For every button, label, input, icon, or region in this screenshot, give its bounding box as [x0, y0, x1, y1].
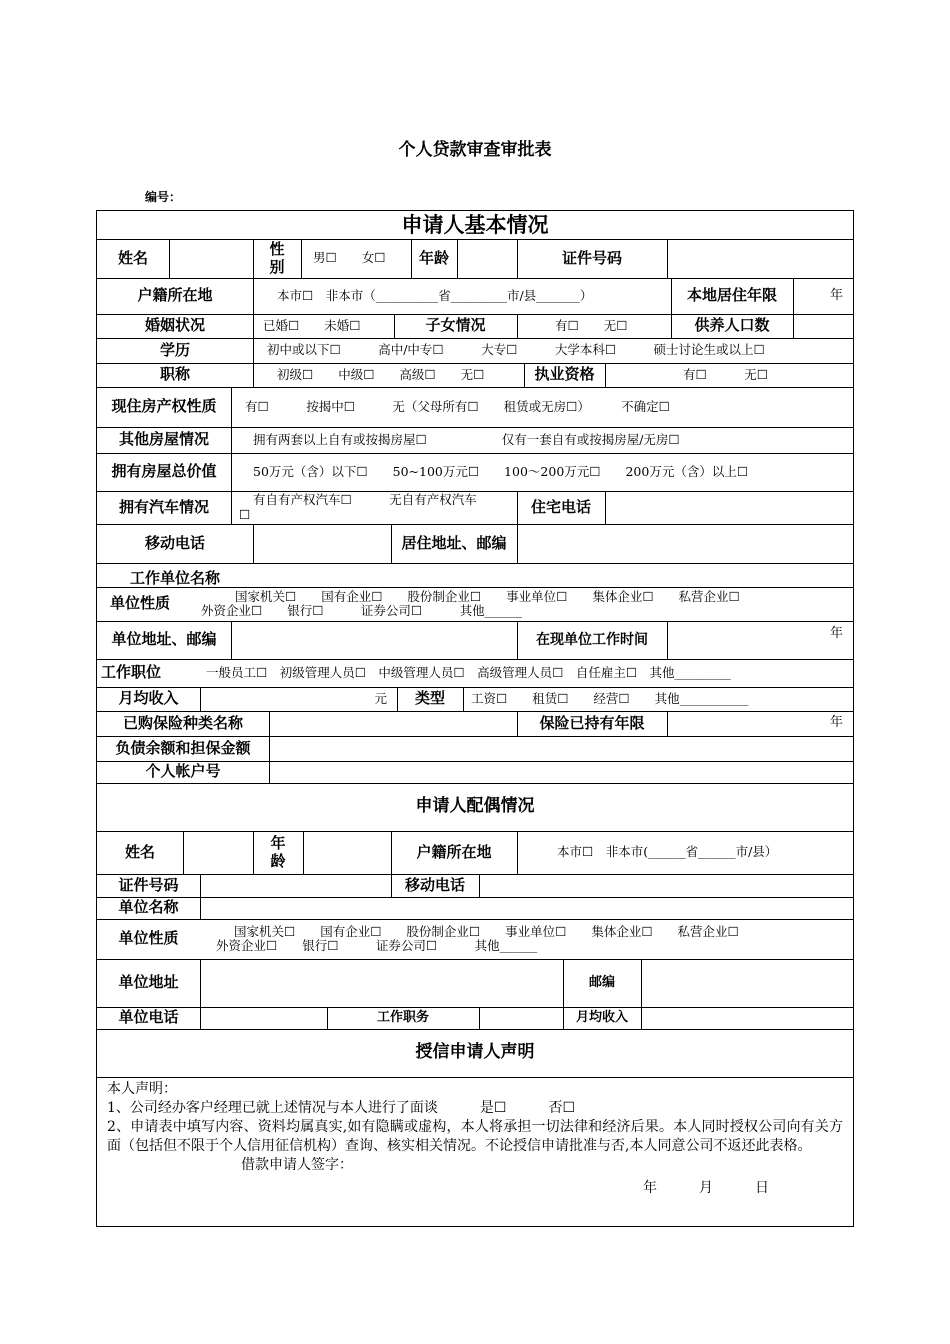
- household-value[interactable]: 本市☐ 非本市（__________省_________市/县_______）: [277, 287, 593, 303]
- spouse-id-field[interactable]: [200, 874, 391, 897]
- car-ownership-line2: ☐: [239, 506, 251, 522]
- spouse-age-field[interactable]: [303, 831, 391, 874]
- dependents-label: 供养人口数: [694, 316, 770, 335]
- spouse-unit-name-label: 单位名称: [118, 898, 179, 917]
- unit-type-label: 单位性质: [109, 594, 170, 613]
- declaration-item-interview[interactable]: 1、公司经办客户经理已就上述情况与本人进行了面谈 是☐ 否☐: [107, 1100, 576, 1116]
- spouse-income-label: 月均收入: [575, 1009, 628, 1025]
- insurance-types-label: 已购保险种类名称: [122, 713, 243, 732]
- job-position-label: 工作职位: [101, 663, 162, 682]
- serial-number-label: 编号：: [145, 190, 182, 204]
- unit-type-line2: 外资企业☐ 银行☐ 证券公司☐ 其他______: [201, 603, 523, 618]
- spouse-name-field[interactable]: [183, 831, 253, 874]
- gender-options[interactable]: 男☐ 女☐: [313, 250, 386, 266]
- house-total-value-label: 拥有房屋总价值: [111, 462, 217, 481]
- declaration-block: [97, 1077, 853, 1227]
- name-label: 姓名: [117, 248, 148, 267]
- spouse-name-label: 姓名: [124, 842, 155, 861]
- age-field[interactable]: [457, 239, 517, 278]
- insurance-years-unit[interactable]: 年: [829, 715, 843, 731]
- house-total-value-options[interactable]: 50万元（含）以下☐ 50~100万元☐ 100～200万元☐ 200万元（含）以上☐: [253, 463, 749, 479]
- employer-name-label: 工作单位名称: [129, 568, 220, 587]
- current-tenure-label: 在现单位工作时间: [536, 631, 648, 648]
- spouse-unit-type-line1: 国家机关☐ 国有企业☐ 股份制企业☐ 事业单位☐ 集体企业☐ 私营企业☐: [234, 923, 739, 939]
- spouse-unit-name-field[interactable]: [200, 897, 853, 919]
- education-label: 学历: [159, 340, 190, 359]
- loan-application-form: [96, 210, 854, 1227]
- practice-qualification-label: 执业资格: [534, 365, 595, 384]
- page-title: 个人贷款审查审批表: [398, 140, 552, 160]
- personal-account-label: 个人帐户号: [145, 762, 221, 781]
- residence-address-field[interactable]: [517, 524, 853, 563]
- debt-guarantee-label: 负债余额和担保金额: [115, 738, 251, 757]
- employer-name-field[interactable]: [253, 563, 853, 587]
- spouse-postcode-label: 邮编: [588, 974, 615, 990]
- professional-title-label: 职称: [159, 365, 190, 384]
- spouse-unit-address-field[interactable]: [200, 959, 563, 1007]
- other-houses-label: 其他房屋情况: [118, 430, 209, 449]
- local-residence-years-label: 本地居住年限: [686, 286, 777, 305]
- income-type-label: 类型: [414, 689, 445, 708]
- spouse-income-field[interactable]: [641, 1007, 853, 1029]
- education-options[interactable]: 初中或以下☐ 高中/中专☐ 大专☐ 大学本科☐ 硕士讨论生或以上☐: [267, 342, 765, 358]
- spouse-unit-type-line2: 外资企业☐ 银行☐ 证券公司☐ 其他______: [216, 938, 538, 953]
- personal-account-field[interactable]: [269, 761, 853, 783]
- spouse-household-label: 户籍所在地: [416, 842, 492, 861]
- insurance-types-field[interactable]: [269, 711, 517, 736]
- home-phone-label: 住宅电话: [530, 497, 591, 516]
- unit-address-field[interactable]: [231, 621, 517, 659]
- property-ownership-label: 现住房产权性质: [111, 397, 217, 416]
- property-ownership-options[interactable]: 有☐ 按揭中☐ 无（父母所有☐ 租赁或无房☐） 不确定☐: [245, 398, 670, 414]
- spouse-job-label: 工作职务: [376, 1009, 429, 1025]
- residence-years-unit[interactable]: 年: [829, 287, 843, 303]
- name-field[interactable]: [169, 239, 253, 278]
- car-ownership-label: 拥有汽车情况: [118, 497, 209, 516]
- debt-guarantee-field[interactable]: [269, 736, 853, 761]
- age-label: 年龄: [418, 248, 449, 267]
- monthly-income-label: 月均收入: [118, 689, 179, 708]
- car-ownership-line1: 有自有产权汽车☐ 无自有产权汽车: [253, 492, 477, 508]
- marital-status-label: 婚姻状况: [144, 316, 205, 335]
- section-spouse: 申请人配偶情况: [415, 796, 535, 817]
- spouse-mobile-label: 移动电话: [404, 875, 465, 894]
- section-applicant-basic: 申请人基本情况: [401, 212, 549, 237]
- spouse-job-field[interactable]: [479, 1007, 563, 1029]
- residence-address-label: 居住地址、邮编: [401, 533, 507, 552]
- spouse-household-value[interactable]: 本市☐ 非本市(______省______市/县）: [557, 844, 778, 860]
- spouse-unit-phone-field[interactable]: [200, 1007, 327, 1029]
- signature-date[interactable]: 年 月 日: [643, 1180, 769, 1196]
- spouse-id-label: 证件号码: [118, 875, 179, 894]
- monthly-income-unit[interactable]: 元: [374, 690, 387, 706]
- home-phone-field[interactable]: [605, 491, 853, 524]
- other-houses-options[interactable]: 拥有两套以上自有或按揭房屋☐ 仅有一套自有或按揭房屋/无房☐: [253, 431, 680, 447]
- children-label: 子女情况: [425, 316, 486, 335]
- unit-address-label: 单位地址、邮编: [111, 630, 217, 649]
- spouse-mobile-field[interactable]: [479, 874, 853, 897]
- gender-label: 性别: [269, 240, 285, 276]
- unit-type-line1: 国家机关☐ 国有企业☐ 股份制企业☐ 事业单位☐ 集体企业☐ 私营企业☐: [235, 588, 740, 604]
- mobile-phone-label: 移动电话: [144, 533, 205, 552]
- spouse-postcode-field[interactable]: [641, 959, 853, 1007]
- insurance-years-label: 保险已持有年限: [539, 713, 645, 732]
- marital-status-options[interactable]: 已婚☐ 未婚☐: [263, 317, 361, 333]
- borrower-signature-label[interactable]: 借款申请人签字：: [241, 1157, 353, 1173]
- id-number-label: 证件号码: [561, 248, 622, 267]
- spouse-unit-address-label: 单位地址: [118, 973, 179, 992]
- children-options[interactable]: 有☐ 无☐: [555, 317, 628, 333]
- spouse-unit-type-options[interactable]: [200, 919, 853, 959]
- current-tenure-unit[interactable]: 年: [829, 626, 843, 641]
- car-ownership-options[interactable]: [231, 491, 517, 524]
- spouse-unit-phone-label: 单位电话: [118, 1008, 179, 1027]
- job-position-options[interactable]: 一般员工☐ 初级管理人员☐ 中级管理人员☐ 高级管理人员☐ 自任雇主☐ 其他_________: [206, 664, 731, 680]
- mobile-phone-field[interactable]: [253, 524, 391, 563]
- spouse-age-label: 年龄: [270, 834, 286, 870]
- id-number-field[interactable]: [667, 239, 853, 278]
- household-label: 户籍所在地: [137, 286, 213, 305]
- income-type-options[interactable]: 工资☐ 租赁☐ 经营☐ 其他___________: [471, 690, 749, 706]
- declaration-item-truthfulness: 2、申请表中填写内容、资料均属真实,如有隐瞒或虚构，本人将承担一切法律和经济后果。本人同时授权公司向有关方面（包括但不限于个人信用征信机构）查询、核实相关情况。不论授信申请批准与否,本人同意公司不返还此表格。: [107, 1119, 843, 1154]
- professional-title-options[interactable]: 初级☐ 中级☐ 高级☐ 无☐: [277, 366, 485, 382]
- declaration-intro: 本人声明：: [107, 1081, 177, 1097]
- unit-type-options[interactable]: [183, 587, 853, 621]
- spouse-unit-type-label: 单位性质: [118, 929, 179, 948]
- dependents-field[interactable]: [793, 314, 853, 338]
- section-declaration: 授信申请人声明: [415, 1042, 535, 1063]
- practice-qualification-options[interactable]: 有☐ 无☐: [683, 366, 768, 382]
